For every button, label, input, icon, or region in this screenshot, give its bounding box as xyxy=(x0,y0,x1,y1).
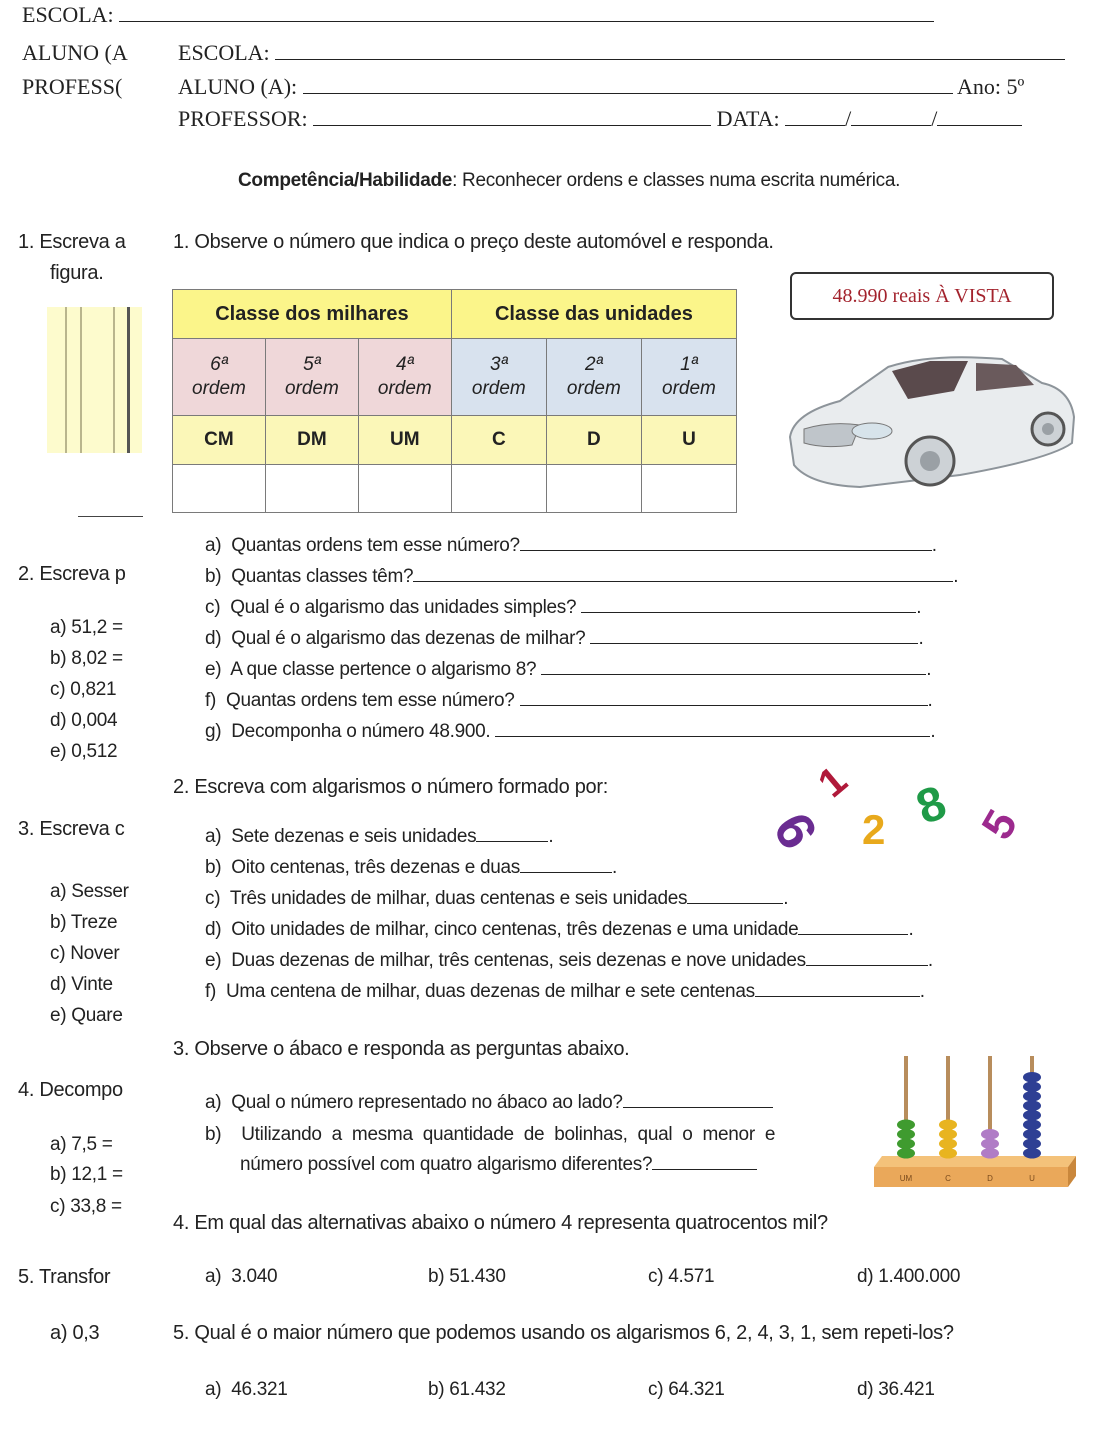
back-aluno-label: ALUNO (A xyxy=(22,40,128,65)
abacus-bead xyxy=(1023,1072,1041,1083)
date-year-line[interactable] xyxy=(937,125,1022,126)
back-item: figura. xyxy=(50,262,104,284)
abacus-bead xyxy=(1023,1120,1041,1131)
q2-item: d) Oito unidades de milhar, cinco centenas, três dezenas e uma unidade . xyxy=(205,919,914,940)
q3-item xyxy=(205,1124,775,1146)
answer-line[interactable] xyxy=(623,1107,773,1108)
back-escola-line xyxy=(119,21,934,22)
q-text: Três unidades de milhar, duas centenas e seis unidades xyxy=(229,888,688,909)
car-image xyxy=(780,325,1080,505)
order-num: 5ª xyxy=(303,354,321,375)
q-text: Duas dezenas de milhar, três centenas, seis dezenas e nove unidades xyxy=(231,950,806,971)
back-escola-label xyxy=(22,2,934,28)
abacus-bead xyxy=(1023,1082,1041,1093)
abbr-cell: CM xyxy=(173,416,266,465)
answer-line[interactable] xyxy=(806,965,928,966)
professor-label: PROFESSOR: xyxy=(178,106,308,131)
abacus-rod-label: UM xyxy=(899,1174,913,1183)
abacus-bead xyxy=(897,1129,915,1140)
order-cell xyxy=(358,339,451,416)
q-letter: c) xyxy=(205,597,221,618)
q1-question: g) Decomponha o número 48.900. . xyxy=(205,721,936,742)
abacus-bead xyxy=(1023,1148,1041,1159)
q5-option-b[interactable]: b) 61.432 xyxy=(428,1379,506,1400)
q-text: A que classe pertence o algarismo 8? xyxy=(230,659,537,680)
order-cell xyxy=(265,339,358,416)
q3-item xyxy=(205,1092,773,1114)
q-letter: f) xyxy=(205,981,217,1002)
q4-prompt: 4. Em qual das alternativas abaixo o número 4 representa quatrocentos mil? xyxy=(173,1212,828,1234)
q-text: Decomponha o número 48.900. xyxy=(231,721,491,742)
q-letter: b) xyxy=(205,857,222,878)
answer-line[interactable] xyxy=(541,674,926,675)
back-item: a) 7,5 = xyxy=(50,1134,113,1155)
digit-glyph: 8 xyxy=(909,776,953,835)
escola-input-line[interactable] xyxy=(275,59,1065,60)
answer-line[interactable] xyxy=(520,550,932,551)
q5-option-c[interactable]: c) 64.321 xyxy=(648,1379,725,1400)
q-text: Qual é o algarismo das dezenas de milhar? xyxy=(231,628,586,649)
back-item: a) 51,2 = xyxy=(50,617,123,638)
answer-line[interactable] xyxy=(581,612,916,613)
abacus-rod-label: U xyxy=(1029,1174,1035,1183)
order-label: ordem xyxy=(192,378,246,399)
q1-prompt: 1. Observe o número que indica o preço deste automóvel e responda. xyxy=(173,231,774,253)
answer-cell[interactable] xyxy=(358,465,451,513)
answer-line[interactable] xyxy=(590,643,918,644)
q-text: Utilizando a mesma quantidade de bolinhas, qual o menor e xyxy=(241,1124,776,1145)
back-item: 1. Escreva a xyxy=(18,231,126,253)
back-answer-line xyxy=(78,516,143,517)
back-escola-text: ESCOLA: xyxy=(22,2,114,27)
q-text: Quantas classes têm? xyxy=(231,566,414,587)
q-letter: a) xyxy=(205,826,222,847)
q4-option-d[interactable]: d) 1.400.000 xyxy=(857,1266,961,1287)
q4-option-c[interactable]: c) 4.571 xyxy=(648,1266,715,1287)
ano-value: 5º xyxy=(1006,74,1025,99)
back-item: 3. Escreva c xyxy=(18,818,125,840)
q1-question: d) Qual é o algarismo das dezenas de milhar? . xyxy=(205,628,924,649)
back-professor-label: PROFESS( xyxy=(22,74,123,99)
q5-prompt: 5. Qual é o maior número que podemos usando os algarismos 6, 2, 4, 3, 1, sem repeti-los? xyxy=(173,1322,954,1344)
q-letter: g) xyxy=(205,721,222,742)
back-item: b) 8,02 = xyxy=(50,648,123,669)
colorful-digits-image xyxy=(761,758,1050,870)
q2-item: f) Uma centena de milhar, duas dezenas de milhar e sete centenas . xyxy=(205,981,925,1002)
q-text: Oito centenas, três dezenas e duas xyxy=(231,857,520,878)
q4-option-b[interactable]: b) 51.430 xyxy=(428,1266,506,1287)
class-thousands-header: Classe dos milhares xyxy=(173,290,452,339)
abbr-cell: DM xyxy=(265,416,358,465)
back-item: c) 33,8 = xyxy=(50,1196,122,1217)
abacus-bead xyxy=(939,1139,957,1150)
abacus-bead xyxy=(897,1139,915,1150)
competencia-label: Competência/Habilidade xyxy=(238,170,453,191)
competencia-text: : Reconhecer ordens e classes numa escrita numérica. xyxy=(452,170,901,191)
order-num: 3ª xyxy=(490,354,508,375)
q4-option-a[interactable]: a) 3.040 xyxy=(205,1266,278,1287)
q-letter: d) xyxy=(205,628,222,649)
q1-question: a) Quantas ordens tem esse número? . xyxy=(205,535,937,556)
professor-field xyxy=(178,106,1022,132)
q2-item: b) Oito centenas, três dezenas e duas . xyxy=(205,857,617,878)
back-item: b) Treze xyxy=(50,912,118,933)
q-letter: e) xyxy=(205,950,222,971)
date-separator: / xyxy=(845,106,852,131)
place-value-strip-figure xyxy=(47,307,142,453)
q-letter: b) xyxy=(205,566,222,587)
abacus-bead xyxy=(939,1129,957,1140)
digit-glyph: 2 xyxy=(862,806,886,853)
aluno-field xyxy=(178,74,1024,100)
q3-prompt: 3. Observe o ábaco e responda as perguntas abaixo. xyxy=(173,1038,630,1060)
order-label: ordem xyxy=(662,378,716,399)
digit-glyph: 6 xyxy=(761,802,829,860)
escola-label: ESCOLA: xyxy=(178,40,270,65)
q-text: Quantas ordens tem esse número? xyxy=(231,535,520,556)
order-label: ordem xyxy=(284,378,339,399)
q1-question: b) Quantas classes têm? . xyxy=(205,566,959,587)
q2-item: e) Duas dezenas de milhar, três centenas, seis dezenas e nove unidades . xyxy=(205,950,933,971)
order-num: 4ª xyxy=(396,354,414,375)
abacus-bead xyxy=(897,1120,915,1131)
order-cell xyxy=(546,339,641,416)
q-text: Oito unidades de milhar, cinco centenas, três dezenas e uma unidade xyxy=(231,919,799,940)
q-letter: f) xyxy=(205,690,217,711)
answer-line[interactable] xyxy=(687,903,783,904)
q-letter: a) xyxy=(205,1092,222,1113)
back-item: a) 0,3 xyxy=(50,1322,100,1344)
competencia-line xyxy=(238,170,900,192)
q-letter: d) xyxy=(205,919,222,940)
order-num: 1ª xyxy=(680,354,698,375)
back-item: e) 0,512 xyxy=(50,741,118,762)
order-num: 2ª xyxy=(585,354,603,375)
order-cell xyxy=(173,339,266,416)
back-item: b) 12,1 = xyxy=(50,1164,123,1185)
answer-cell[interactable] xyxy=(546,465,641,513)
answer-cell[interactable] xyxy=(173,465,266,513)
digit-glyph: 1 xyxy=(810,758,856,807)
back-item: d) Vinte xyxy=(50,974,113,995)
answer-line[interactable] xyxy=(652,1169,757,1170)
back-item: e) Quare xyxy=(50,1005,123,1026)
abacus-bead xyxy=(1023,1110,1041,1121)
abbr-cell: U xyxy=(641,416,736,465)
abbr-cell: D xyxy=(546,416,641,465)
q2-prompt: 2. Escreva com algarismos o número formado por: xyxy=(173,776,608,798)
date-separator: / xyxy=(931,106,938,131)
abacus-bead xyxy=(981,1139,999,1150)
q5-option-d[interactable]: d) 36.421 xyxy=(857,1379,935,1400)
back-item: 2. Escreva p xyxy=(18,563,126,585)
abacus-image xyxy=(868,1052,1078,1192)
abacus-rod-label: C xyxy=(945,1174,951,1183)
professor-input-line[interactable] xyxy=(313,125,711,126)
order-cell xyxy=(641,339,736,416)
abacus-bead xyxy=(1023,1129,1041,1140)
q5-option-a[interactable]: a) 46.321 xyxy=(205,1379,288,1400)
q1-question: f) Quantas ordens tem esse número? . xyxy=(205,690,933,711)
q-text: Uma centena de milhar, duas dezenas de milhar e sete centenas xyxy=(225,981,755,1002)
q-text: Sete dezenas e seis unidades xyxy=(231,826,477,847)
order-label: ordem xyxy=(566,378,621,399)
data-label: DATA: xyxy=(716,106,780,131)
q2-item: c) Três unidades de milhar, duas centenas e seis unidades . xyxy=(205,888,789,909)
q-letter: b) xyxy=(205,1124,222,1145)
answer-cell[interactable] xyxy=(641,465,736,513)
answer-line[interactable] xyxy=(798,934,908,935)
q-text: número possível com quatro algarismo diferentes? xyxy=(240,1154,653,1175)
order-num: 6ª xyxy=(210,354,228,375)
q1-question: c) Qual é o algarismo das unidades simples? . xyxy=(205,597,922,618)
back-item: 5. Transfor xyxy=(18,1266,111,1288)
price-tag: 48.990 reais À VISTA xyxy=(790,272,1054,320)
aluno-input-line[interactable] xyxy=(303,93,953,94)
digit-glyph: 5 xyxy=(972,801,1028,848)
abacus-bead xyxy=(939,1148,957,1159)
back-item: c) 0,821 xyxy=(50,679,117,700)
q-text: Qual é o algarismo das unidades simples? xyxy=(230,597,577,618)
back-item: c) Nover xyxy=(50,943,120,964)
back-item: d) 0,004 xyxy=(50,710,118,731)
q-text: Qual o número representado no ábaco ao lado? xyxy=(231,1092,623,1113)
answer-line[interactable] xyxy=(755,996,920,997)
ano-label: Ano: xyxy=(956,74,1001,99)
abacus-bead xyxy=(1023,1101,1041,1112)
answer-cell[interactable] xyxy=(265,465,358,513)
answer-line[interactable] xyxy=(476,841,548,842)
q-letter: c) xyxy=(205,888,221,909)
order-label: ordem xyxy=(471,378,526,399)
q-text: Quantas ordens tem esse número? xyxy=(225,690,515,711)
q-letter: a) xyxy=(205,535,222,556)
order-cell xyxy=(451,339,546,416)
abbr-cell: C xyxy=(451,416,546,465)
answer-line[interactable] xyxy=(520,705,928,706)
answer-line[interactable] xyxy=(495,736,930,737)
answer-cell[interactable] xyxy=(451,465,546,513)
date-day-line[interactable] xyxy=(785,125,845,126)
back-item: a) Sesser xyxy=(50,881,129,902)
q3-item xyxy=(240,1154,757,1176)
abacus-rod-label: D xyxy=(987,1174,993,1183)
answer-line[interactable] xyxy=(413,581,953,582)
date-month-line[interactable] xyxy=(851,125,931,126)
abacus-bead xyxy=(981,1148,999,1159)
aluno-label: ALUNO (A): xyxy=(178,74,298,99)
q1-question: e) A que classe pertence o algarismo 8? . xyxy=(205,659,932,680)
class-units-header: Classe das unidades xyxy=(451,290,736,339)
abacus-bead xyxy=(981,1129,999,1140)
place-value-table xyxy=(172,289,737,513)
abacus-bead xyxy=(1023,1091,1041,1102)
q-letter: e) xyxy=(205,659,222,680)
back-item: 4. Decompo xyxy=(18,1079,123,1101)
abbr-cell: UM xyxy=(358,416,451,465)
order-label: ordem xyxy=(377,378,432,399)
abacus-bead xyxy=(939,1120,957,1131)
escola-field xyxy=(178,40,1065,66)
abacus-bead xyxy=(1023,1139,1041,1150)
q2-item: a) Sete dezenas e seis unidades . xyxy=(205,826,554,847)
answer-line[interactable] xyxy=(520,872,612,873)
abacus-bead xyxy=(897,1148,915,1159)
